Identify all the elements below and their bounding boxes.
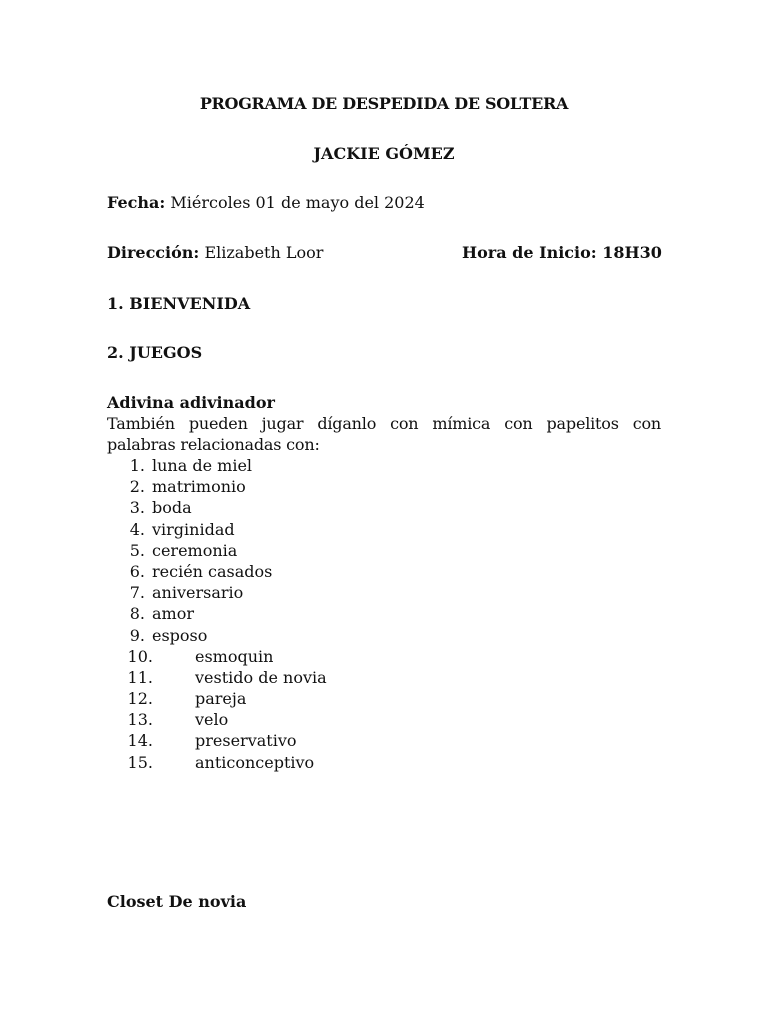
list-item-number: 7. <box>129 583 145 603</box>
address-label: Dirección: <box>107 243 200 262</box>
section-juegos: 2. JUEGOS <box>107 343 203 362</box>
date-value: Miércoles 01 de mayo del 2024 <box>170 193 425 212</box>
address-value: Elizabeth Loor <box>204 243 324 262</box>
list-item-text: matrimonio <box>152 477 246 497</box>
list-item-number: 3. <box>129 498 145 518</box>
list-item-text: aniversario <box>152 583 244 603</box>
list-item-text: preservativo <box>195 731 297 751</box>
list-item-number: 15. <box>127 752 153 772</box>
game-description: También pueden jugar díganlo con mímica con papelitos con palabras relacionadas con: <box>107 414 661 454</box>
list-item-number: 9. <box>129 625 145 645</box>
list-item-text: anticonceptivo <box>195 752 315 772</box>
closet-title: Closet De novia <box>107 892 247 911</box>
list-item-text: esposo <box>152 625 208 645</box>
list-item-number: 5. <box>129 540 145 560</box>
list-item-text: pareja <box>195 689 247 709</box>
list-item-text: velo <box>195 710 229 730</box>
game-title: Adivina adivinador <box>107 393 275 412</box>
list-item-text: ceremonia <box>152 540 238 560</box>
list-item-number: 8. <box>129 604 145 624</box>
list-item-number: 11. <box>127 667 153 687</box>
list-item-text: amor <box>152 604 194 624</box>
list-item-text: recién casados <box>152 561 273 581</box>
list-item-text: vestido de novia <box>195 667 327 687</box>
honoree-name: JACKIE GÓMEZ <box>313 144 455 163</box>
list-item-number: 1. <box>129 456 145 475</box>
list-item-number: 12. <box>127 689 153 709</box>
list-item-text: boda <box>152 498 192 518</box>
start-time: Hora de Inicio: 18H30 <box>462 243 662 262</box>
list-item-text: esmoquin <box>195 646 274 666</box>
list-item-number: 10. <box>127 646 153 666</box>
list-item-number: 4. <box>129 519 145 539</box>
date-line <box>107 192 425 213</box>
document-title: PROGRAMA DE DESPEDIDA DE SOLTERA <box>199 94 569 113</box>
list-item-number: 14. <box>127 731 153 751</box>
list-item-text: virginidad <box>152 519 235 539</box>
list-item-number: 6. <box>129 561 145 581</box>
date-label: Fecha: <box>107 193 166 212</box>
list-item-text: luna de miel <box>152 456 253 475</box>
list-item-number: 13. <box>127 710 153 730</box>
list-item-number: 2. <box>129 477 145 497</box>
section-bienvenida: 1. BIENVENIDA <box>107 294 251 313</box>
address-line <box>107 242 323 263</box>
